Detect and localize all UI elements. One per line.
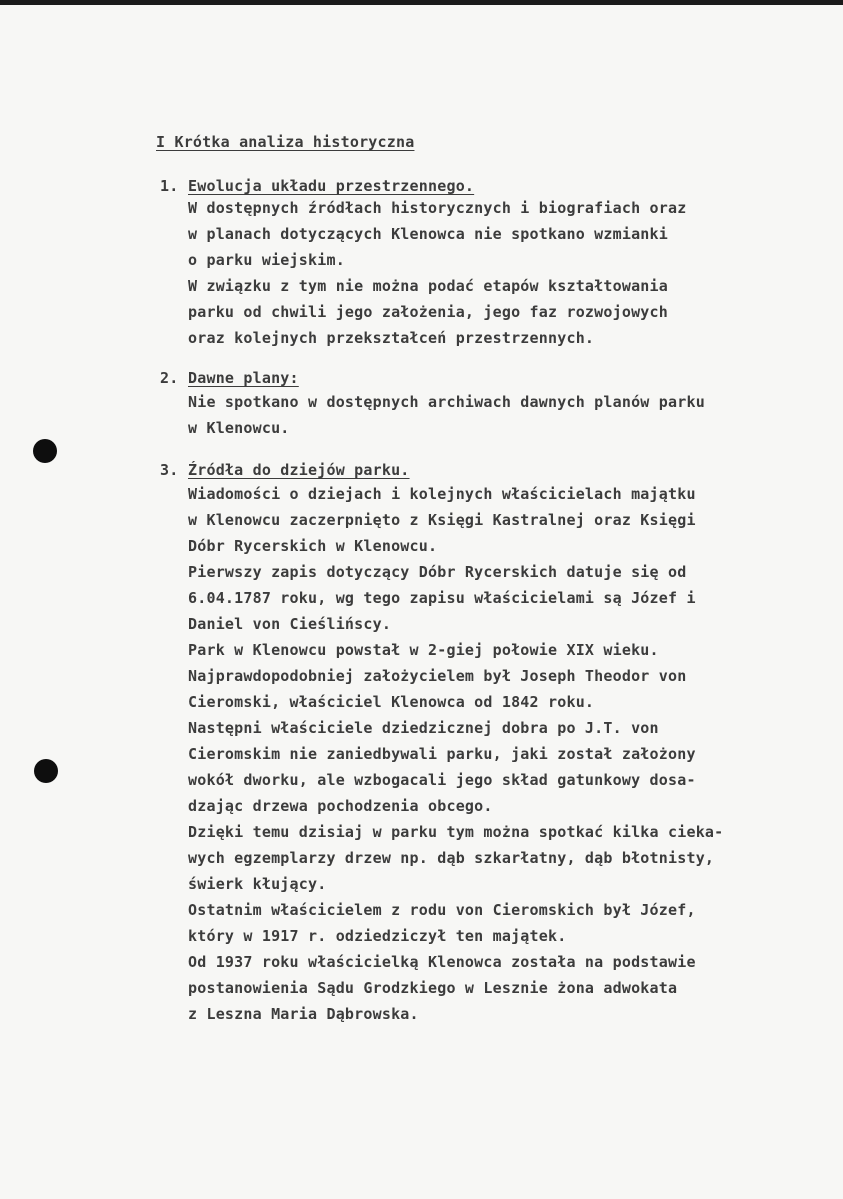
section-heading: Źródła do dziejów parku. [188,461,410,479]
text-line: oraz kolejnych przekształceń przestrzennych. [188,329,595,347]
text-line: który w 1917 r. odziedziczył ten majątek. [188,927,567,945]
text-line: Wiadomości o dziejach i kolejnych właścicielach majątku [188,485,696,503]
section-number: 1. [160,177,179,195]
text-line: Od 1937 roku właścicielką Klenowca została na podstawie [188,953,696,971]
text-line: świerk kłujący. [188,875,327,893]
text-line: 6.04.1787 roku, wg tego zapisu właścicielami są Józef i [188,589,696,607]
text-line: w Klenowcu. [188,419,290,437]
punch-hole [34,759,58,783]
punch-hole [33,439,57,463]
text-line: o parku wiejskim. [188,251,345,269]
section-heading: Ewolucja układu przestrzennego. [188,177,475,195]
section-1-header [160,176,474,196]
text-line: z Leszna Maria Dąbrowska. [188,1005,419,1023]
section-2-header [160,368,299,388]
text-line: Następni właściciele dziedzicznej dobra po J.T. von [188,719,659,737]
text-line: postanowienia Sądu Grodzkiego w Lesznie żona adwokata [188,979,678,997]
text-line: w Klenowcu zaczerpnięto z Księgi Kastralnej oraz Księgi [188,511,696,529]
section-3-header [160,460,410,480]
text-line: parku od chwili jego założenia, jego faz rozwojowych [188,303,668,321]
text-line: Pierwszy zapis dotyczący Dóbr Rycerskich datuje się od [188,563,687,581]
text-line: Daniel von Cieślińscy. [188,615,392,633]
text-line: w planach dotyczących Klenowca nie spotkano wzmianki [188,225,668,243]
text-line: wych egzemplarzy drzew np. dąb szkarłatny, dąb błotnisty, [188,849,715,867]
text-line: Dóbr Rycerskich w Klenowcu. [188,537,438,555]
section-number: 2. [160,369,179,387]
text-line: dzając drzewa pochodzenia obcego. [188,797,493,815]
document-title: I Krótka analiza historyczna [156,133,415,151]
text-line: Park w Klenowcu powstał w 2-giej połowie XIX wieku. [188,641,659,659]
text-line: Cieromski, właściciel Klenowca od 1842 roku. [188,693,595,711]
text-line: Dzięki temu dzisiaj w parku tym można spotkać kilka cieka- [188,823,724,841]
text-line: Nie spotkano w dostępnych archiwach dawnych planów parku [188,393,705,411]
section-number: 3. [160,461,179,479]
text-line: Najprawdopodobniej założycielem był Joseph Theodor von [188,667,687,685]
text-line: Ostatnim właścicielem z rodu von Cieromskich był Józef, [188,901,696,919]
section-heading: Dawne plany: [188,369,299,387]
text-line: W związku z tym nie można podać etapów kształtowania [188,277,668,295]
text-line: W dostępnych źródłach historycznych i biografiach oraz [188,199,687,217]
text-line: wokół dworku, ale wzbogacali jego skład gatunkowy dosa- [188,771,696,789]
scan-top-edge [0,0,843,5]
text-line: Cieromskim nie zaniedbywali parku, jaki został założony [188,745,696,763]
